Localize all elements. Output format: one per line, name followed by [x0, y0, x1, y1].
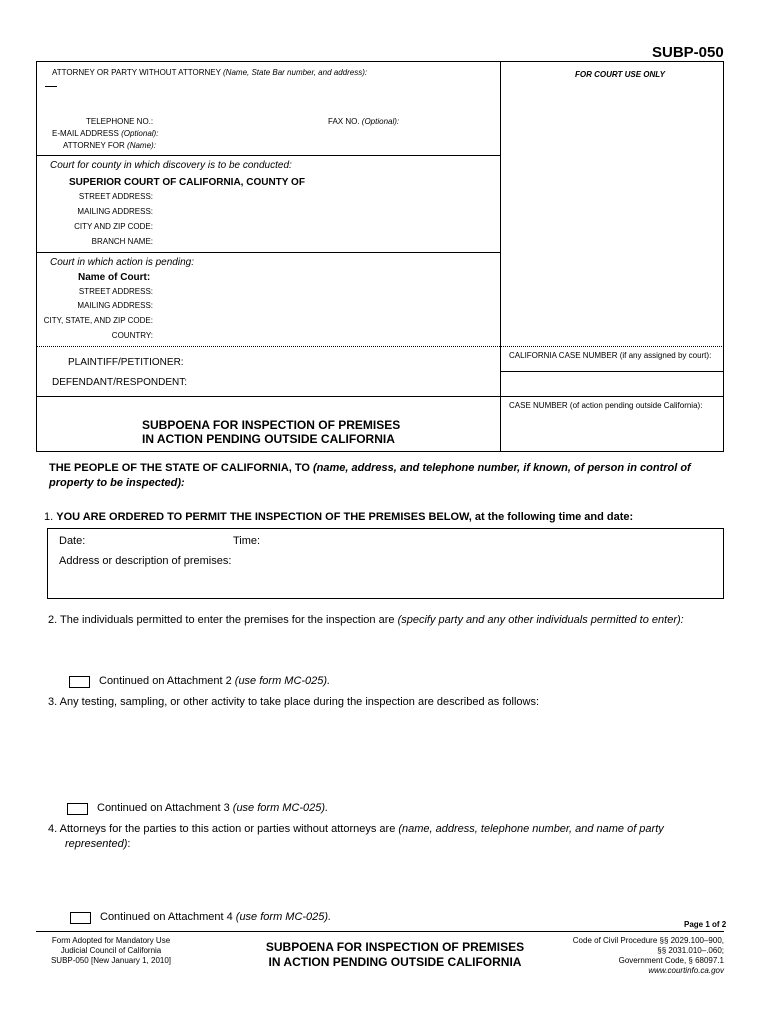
attachment3-label: Continued on Attachment 3 (use form MC-025). — [97, 802, 329, 814]
discovery-court-name: SUPERIOR COURT OF CALIFORNIA, COUNTY OF — [69, 177, 305, 188]
column-divider — [500, 61, 501, 452]
item3-line: 3. Any testing, sampling, or other activity to take place during the inspection are described as follows: — [48, 696, 540, 708]
defendant-label: DEFENDANT/RESPONDENT: — [52, 377, 188, 388]
email-label: E-MAIL ADDRESS (Optional): — [52, 129, 159, 138]
divider-attorney — [36, 155, 501, 156]
attachment2-checkbox[interactable] — [69, 676, 90, 688]
court-use-label: FOR COURT USE ONLY — [575, 70, 665, 79]
pending-city-label: CITY, STATE, AND ZIP CODE: — [43, 316, 153, 325]
divider-case — [500, 371, 724, 372]
divider-parties — [36, 396, 724, 397]
case-number-label: CASE NUMBER (of action pending outside California): — [509, 401, 703, 410]
date-label: Date: — [59, 535, 86, 547]
fax-label: FAX NO. (Optional): — [328, 117, 400, 126]
discovery-court-heading: Court for county in which discovery is to be conducted: — [50, 160, 292, 171]
discovery-mailing-label: MAILING ADDRESS: — [77, 207, 153, 216]
pending-country-label: COUNTRY: — [111, 331, 153, 340]
form-adopted-note: Form Adopted for Mandatory Use Judicial Council of California SUBP-050 [New January 1, 2010] — [50, 936, 172, 965]
attorney-line-mark — [45, 86, 57, 87]
pending-mailing-label: MAILING ADDRESS: — [77, 301, 153, 310]
form-code: SUBP-050 — [652, 44, 724, 61]
page-number: Page 1 of 2 — [684, 920, 727, 929]
divider-discovery — [36, 252, 501, 253]
time-label: Time: — [233, 535, 261, 547]
code-citations: Code of Civil Procedure §§ 2029.100–900, §§ 2031.010–.060; Government Code, § 68097.1 www.courtinfo.ca.gov — [524, 936, 724, 976]
website-link[interactable]: www.courtinfo.ca.gov — [648, 966, 724, 975]
plaintiff-label: PLAINTIFF/PETITIONER: — [68, 357, 184, 368]
footer-title: SUBPOENA FOR INSPECTION OF PREMISES IN ACTION PENDING OUTSIDE CALIFORNIA — [265, 940, 525, 969]
item4-line: 4. Attorneys for the parties to this action or parties without attorneys are (name, address, telephone number, and name of party represented): — [48, 823, 664, 850]
discovery-street-label: STREET ADDRESS: — [78, 192, 153, 201]
ca-case-number-label: CALIFORNIA CASE NUMBER (if any assigned by court): — [509, 351, 712, 360]
discovery-branch-label: BRANCH NAME: — [91, 237, 153, 246]
attachment3-checkbox[interactable] — [67, 803, 88, 815]
pending-street-label: STREET ADDRESS: — [78, 287, 153, 296]
people-statement: THE PEOPLE OF THE STATE OF CALIFORNIA, TO (name, address, and telephone number, if known, of person in control of property to be inspected): — [49, 462, 691, 489]
attorney-for-label: ATTORNEY FOR (Name): — [63, 141, 156, 150]
telephone-label: TELEPHONE NO.: — [86, 117, 154, 126]
pending-court-heading: Court in which action is pending: — [50, 257, 194, 268]
document-title: SUBPOENA FOR INSPECTION OF PREMISES IN ACTION PENDING OUTSIDE CALIFORNIA — [142, 418, 401, 446]
attachment4-label: Continued on Attachment 4 (use form MC-025). — [100, 911, 332, 923]
attorney-label: ATTORNEY OR PARTY WITHOUT ATTORNEY (Name, State Bar number, and address): — [52, 68, 368, 77]
divider-pending — [36, 346, 724, 347]
item2-line: 2. The individuals permitted to enter the premises for the inspection are (specify party and any other individuals permitted to enter): — [48, 614, 684, 626]
attachment2-label: Continued on Attachment 2 (use form MC-025). — [99, 675, 331, 687]
pending-court-name: Name of Court: — [78, 272, 151, 283]
discovery-city-label: CITY AND ZIP CODE: — [74, 222, 153, 231]
footer-rule — [36, 931, 724, 932]
address-label: Address or description of premises: — [59, 555, 232, 567]
item1-line: 1. YOU ARE ORDERED TO PERMIT THE INSPECTION OF THE PREMISES BELOW, at the following time and date: — [44, 511, 634, 523]
attachment4-checkbox[interactable] — [70, 912, 91, 924]
